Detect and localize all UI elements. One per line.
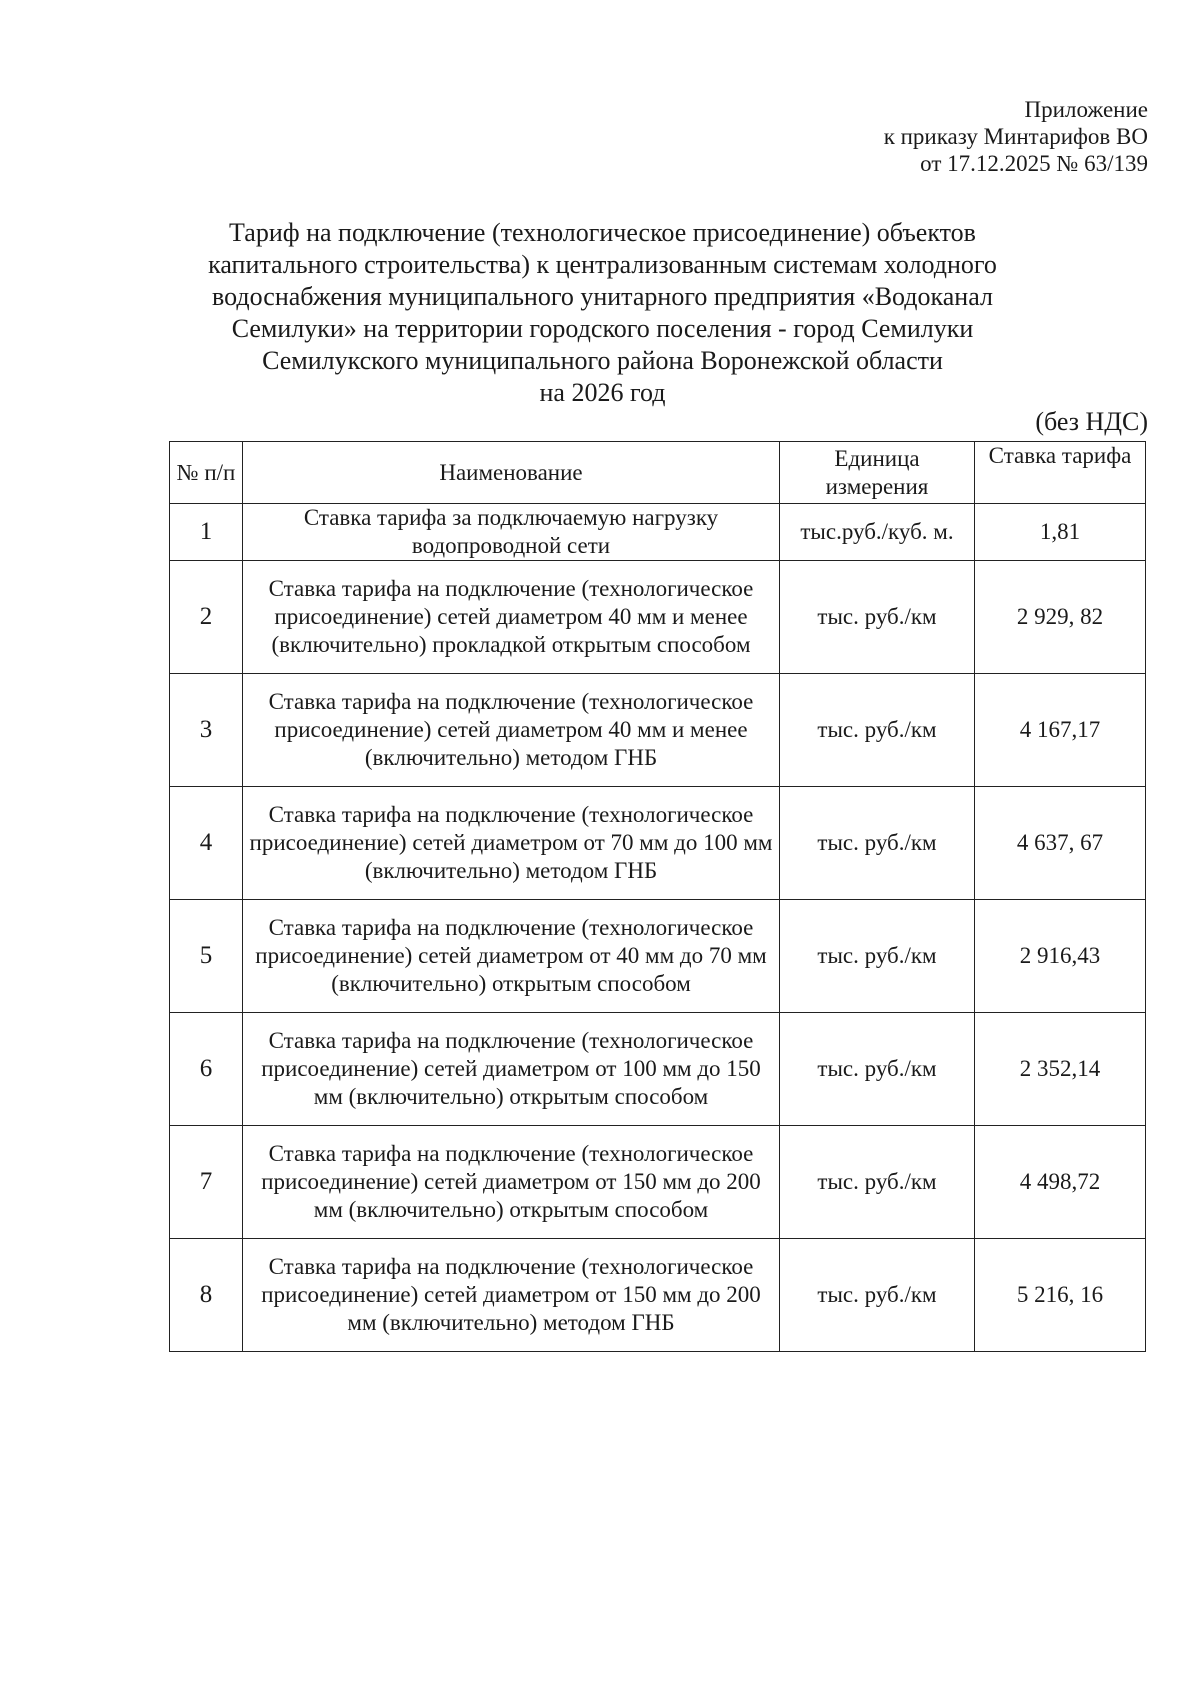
table-row <box>170 504 1146 561</box>
row-number: 8 <box>170 1239 243 1352</box>
row-number: 1 <box>170 504 243 561</box>
row-unit: тыс. руб./км <box>780 561 975 674</box>
row-rate: 4 167,17 <box>975 674 1146 787</box>
row-unit: тыс. руб./км <box>780 1126 975 1239</box>
table-row <box>170 787 1146 900</box>
table-row <box>170 561 1146 674</box>
header-number: № п/п <box>170 442 243 504</box>
row-name: Ставка тарифа на подключение (технологическое присоединение) сетей диаметром от 100 мм до 150 мм (включительно) открытым способом <box>243 1013 780 1126</box>
row-rate: 2 929, 82 <box>975 561 1146 674</box>
tariff-table <box>169 441 1146 1352</box>
row-unit: тыс.руб./куб. м. <box>780 504 975 561</box>
document-title <box>150 217 1055 409</box>
header-rate: Ставка тарифа <box>975 442 1146 504</box>
header-unit: Единица измерения <box>780 442 975 504</box>
row-name: Ставка тарифа на подключение (технологическое присоединение) сетей диаметром от 150 мм до 200 мм (включительно) методом ГНБ <box>243 1239 780 1352</box>
title-line-2: капитального строительства) к централизованным системам холодного <box>208 250 997 279</box>
row-number: 3 <box>170 674 243 787</box>
row-number: 4 <box>170 787 243 900</box>
row-rate: 5 216, 16 <box>975 1239 1146 1352</box>
row-unit: тыс. руб./км <box>780 1013 975 1126</box>
row-name: Ставка тарифа на подключение (технологическое присоединение) сетей диаметром от 70 мм до 100 мм (включительно) методом ГНБ <box>243 787 780 900</box>
annex-line-2: к приказу Минтарифов ВО <box>883 124 1148 149</box>
annex-line-3: от 17.12.2025 № 63/139 <box>920 151 1148 176</box>
row-rate: 4 637, 67 <box>975 787 1146 900</box>
row-number: 6 <box>170 1013 243 1126</box>
table-row <box>170 1239 1146 1352</box>
row-unit: тыс. руб./км <box>780 674 975 787</box>
vat-note: (без НДС) <box>1035 407 1148 436</box>
title-line-6: на 2026 год <box>539 378 666 407</box>
row-number: 7 <box>170 1126 243 1239</box>
annex-header <box>884 96 1148 177</box>
header-name: Наименование <box>243 442 780 504</box>
row-unit: тыс. руб./км <box>780 787 975 900</box>
title-line-4: Семилуки» на территории городского поселения - город Семилуки <box>231 314 974 343</box>
row-rate: 2 916,43 <box>975 900 1146 1013</box>
title-line-1: Тариф на подключение (технологическое присоединение) объектов <box>229 218 976 247</box>
row-rate: 2 352,14 <box>975 1013 1146 1126</box>
table-header-row <box>170 442 1146 504</box>
row-rate: 4 498,72 <box>975 1126 1146 1239</box>
row-number: 2 <box>170 561 243 674</box>
row-name: Ставка тарифа на подключение (технологическое присоединение) сетей диаметром 40 мм и менее (включительно) прокладкой открытым способом <box>243 561 780 674</box>
row-rate: 1,81 <box>975 504 1146 561</box>
annex-line-1: Приложение <box>1024 97 1148 122</box>
row-name: Ставка тарифа на подключение (технологическое присоединение) сетей диаметром от 150 мм до 200 мм (включительно) открытым способом <box>243 1126 780 1239</box>
table-row <box>170 1013 1146 1126</box>
row-unit: тыс. руб./км <box>780 900 975 1013</box>
table-row <box>170 1126 1146 1239</box>
table-row <box>170 674 1146 787</box>
title-line-3: водоснабжения муниципального унитарного предприятия «Водоканал <box>212 282 993 311</box>
row-number: 5 <box>170 900 243 1013</box>
title-line-5: Семилукского муниципального района Воронежской области <box>262 346 943 375</box>
row-name: Ставка тарифа за подключаемую нагрузку водопроводной сети <box>243 504 780 561</box>
table-row <box>170 900 1146 1013</box>
row-name: Ставка тарифа на подключение (технологическое присоединение) сетей диаметром от 40 мм до 70 мм (включительно) открытым способом <box>243 900 780 1013</box>
row-name: Ставка тарифа на подключение (технологическое присоединение) сетей диаметром 40 мм и менее (включительно) методом ГНБ <box>243 674 780 787</box>
row-unit: тыс. руб./км <box>780 1239 975 1352</box>
